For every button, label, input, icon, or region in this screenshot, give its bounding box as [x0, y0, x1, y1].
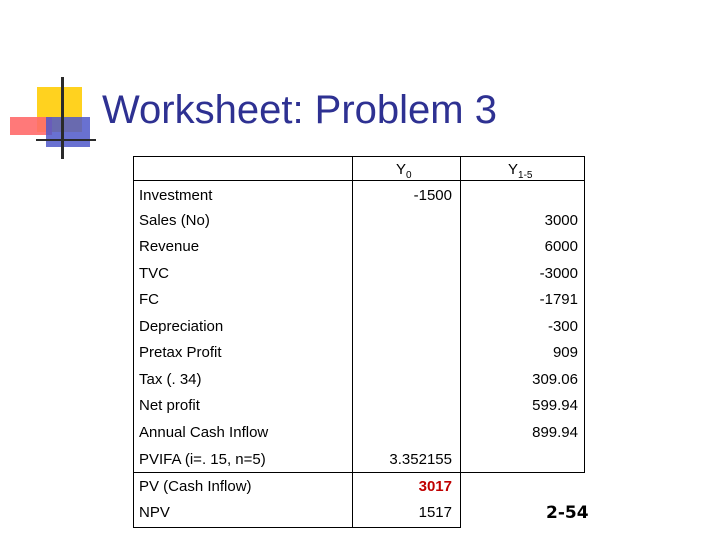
- cell-pretax-profit-y1-5: 909: [552, 344, 578, 361]
- row-label-pretax-profit: Pretax Profit: [139, 344, 222, 361]
- row-label-tvc: TVC: [139, 265, 169, 282]
- page-number: 2-54: [546, 503, 589, 523]
- cell-tvc-y1-5: -3000: [539, 265, 578, 282]
- column-divider-mid: [460, 156, 461, 528]
- table-border-bottom: [133, 472, 585, 473]
- row-label-npv: NPV: [139, 504, 170, 521]
- cell-npv-y0: 1517: [418, 504, 452, 521]
- row-label-pvifa: PVIFA (i=. 15, n=5): [139, 451, 266, 468]
- cell-investment-y0: -1500: [413, 187, 452, 204]
- table-bottom-edge: [133, 527, 461, 528]
- cell-depreciation-y1-5: -300: [547, 318, 578, 335]
- row-label-annual-cash-inflow: Annual Cash Inflow: [139, 424, 269, 441]
- column-header-y1-5: $Y_{1-5}$: [508, 161, 533, 181]
- cell-pvifa-y0: 3.352155: [389, 451, 452, 468]
- table-border-right: [584, 156, 585, 472]
- row-label-sales: Sales (No): [139, 212, 210, 229]
- slide-title: Worksheet: Problem 3: [102, 88, 497, 132]
- row-label-net-profit: Net profit: [139, 397, 200, 414]
- cell-annual-cash-inflow-y1-5: 899.94: [532, 424, 578, 441]
- cell-revenue-y1-5: 6000: [544, 238, 578, 255]
- row-label-fc: FC: [139, 291, 159, 308]
- cell-sales-y1-5: 3000: [544, 212, 578, 229]
- row-label-investment: Investment: [139, 187, 213, 204]
- table-border-top: [133, 156, 585, 157]
- row-label-depreciation: Depreciation: [139, 318, 224, 335]
- row-label-revenue: Revenue: [139, 238, 200, 255]
- cell-pv-cash-inflow-y0: 3017: [418, 478, 452, 495]
- column-header-y0: $Y_0$: [396, 161, 412, 181]
- cell-tax-y1-5: 309.06: [532, 371, 578, 388]
- cell-net-profit-y1-5: 599.94: [532, 397, 578, 414]
- row-label-pv-cash-inflow: PV (Cash Inflow): [139, 478, 252, 495]
- cell-fc-y1-5: -1791: [539, 291, 578, 308]
- column-divider-left: [352, 156, 353, 528]
- row-label-tax: Tax (. 34): [139, 371, 202, 388]
